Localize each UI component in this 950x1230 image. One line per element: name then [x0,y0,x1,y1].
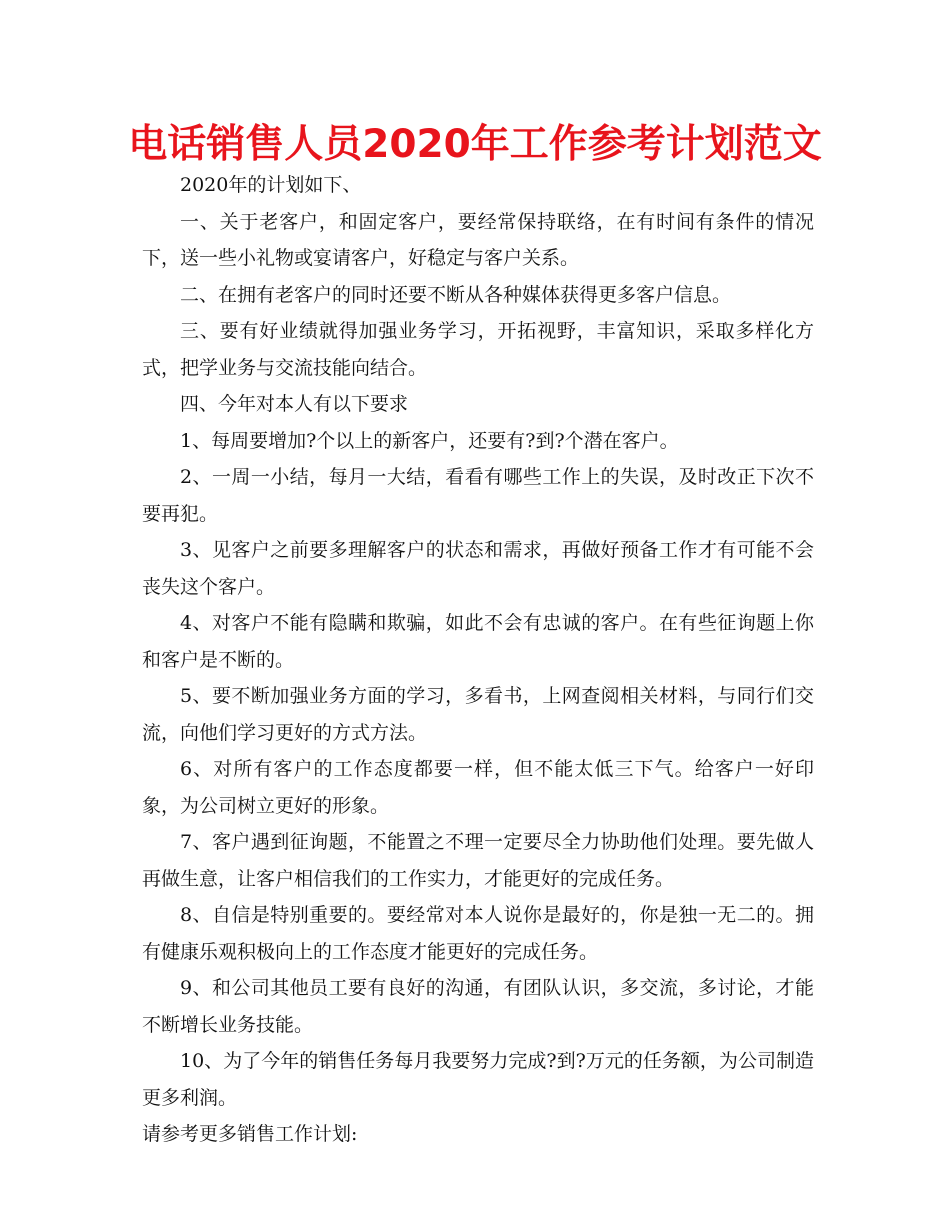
document-body [142,167,814,1153]
requirement-5: 5、要不断加强业务方面的学习，多看书，上网查阅相关材料，与同行们交流，向他们学习更好的方式方法。 [142,685,814,744]
requirement-4: 4、对客户不能有隐瞒和欺骗，如此不会有忠诚的客户。在有些征询题上你和客户是不断的。 [142,612,814,671]
paragraph-1: 一、关于老客户，和固定客户，要经常保持联络，在有时间有条件的情况下，送一些小礼物或宴请客户，好稳定与客户关系。 [142,210,814,269]
requirement-3: 3、见客户之前要多理解客户的状态和需求，再做好预备工作才有可能不会丧失这个客户。 [142,539,814,598]
requirement-2: 2、一周一小结，每月一大结，看看有哪些工作上的失误，及时改正下次不要再犯。 [142,466,814,525]
paragraph-3: 三、要有好业绩就得加强业务学习，开拓视野，丰富知识，采取多样化方式，把学业务与交流技能向结合。 [142,320,814,379]
paragraph-intro: 2020年的计划如下、 [180,174,362,196]
requirement-9: 9、和公司其他员工要有良好的沟通，有团队认识，多交流，多讨论，才能不断增长业务技能。 [142,977,814,1036]
document-title: 电话销售人员2020年工作参考计划范文 [128,122,822,167]
paragraph-2: 二、在拥有老客户的同时还要不断从各种媒体获得更多客户信息。 [180,283,732,306]
requirement-1: 1、每周要增加?个以上的新客户，还要有?到?个潜在客户。 [180,429,679,452]
requirement-7: 7、客户遇到征询题，不能置之不理一定要尽全力协助他们处理。要先做人再做生意，让客户相信我们的工作实力，才能更好的完成任务。 [142,831,814,890]
closing-line: 请参考更多销售工作计划: [142,1123,358,1145]
requirement-8: 8、自信是特别重要的。要经常对本人说你是最好的，你是独一无二的。拥有健康乐观积极向上的工作态度才能更好的完成任务。 [142,904,814,963]
paragraph-4: 四、今年对本人有以下要求 [180,393,409,415]
requirement-10: 10、为了今年的销售任务每月我要努力完成?到?万元的任务额，为公司制造更多利润。 [142,1050,814,1109]
requirement-6: 6、对所有客户的工作态度都要一样，但不能太低三下气。给客户一好印象，为公司树立更好的形象。 [142,758,814,817]
